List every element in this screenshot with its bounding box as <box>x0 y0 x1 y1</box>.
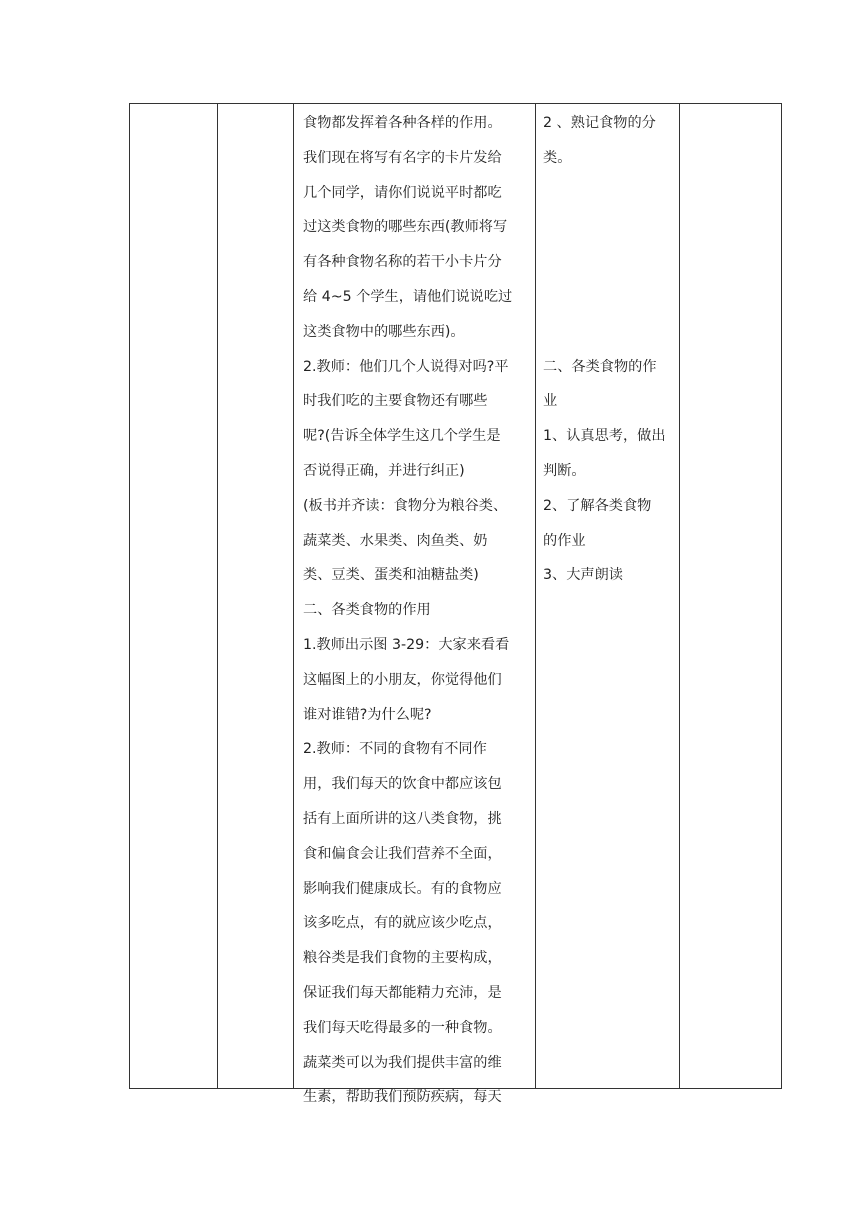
text-line: 类。 <box>543 149 572 166</box>
text-line: 食物都发挥着各种各样的作用。 <box>303 115 502 131</box>
text-line: 影响我们健康成长。有的食物应 <box>303 880 502 897</box>
text-line: 这类食物中的哪些东西)。 <box>303 323 465 340</box>
text-line: 2、了解各类食物 <box>543 497 652 514</box>
text-line: 保证我们每天都能精力充沛，是 <box>303 984 502 1001</box>
text-line: 二、各类食物的作用 <box>303 602 431 619</box>
text-line: 1、认真思考，做出 <box>543 428 666 445</box>
column-divider <box>217 104 218 1088</box>
text-line: 1.教师出示图 3-29：大家来看看 <box>303 636 510 653</box>
text-line: 这幅图上的小朋友，你觉得他们 <box>303 671 502 688</box>
text-line: 时我们吃的主要食物还有哪些 <box>303 393 488 410</box>
text-line: 用，我们每天的饮食中都应该包 <box>303 776 502 793</box>
text-line: 食和偏食会让我们营养不全面， <box>303 845 502 862</box>
text-line: 蔬菜类可以为我们提供丰富的维 <box>303 1054 502 1071</box>
text-line: 否说得正确，并进行纠正) <box>303 462 465 479</box>
lesson-plan-table <box>129 103 782 1106</box>
text-line: 2.教师：不同的食物有不同作 <box>303 741 487 758</box>
text-line: 生素，帮助我们预防疾病，每天 <box>303 1089 502 1106</box>
text-line: 类、豆类、蛋类和油糖盐类) <box>303 567 479 584</box>
text-line: 2.教师：他们几个人说得对吗?平 <box>303 358 509 375</box>
text-line: 该多吃点，有的就应该少吃点， <box>303 915 502 932</box>
text-line: 判断。 <box>543 462 586 479</box>
text-line: 括有上面所讲的这八类食物，挑 <box>303 810 502 827</box>
text-line: 过这类食物的哪些东西(教师将写 <box>303 219 508 236</box>
text-line: 我们现在将写有名字的卡片发给 <box>303 149 502 166</box>
text-line: 呢?(告诉全体学生这几个学生是 <box>303 428 501 445</box>
text-line: 业 <box>543 393 558 410</box>
text-line: 3、大声朗读 <box>543 567 623 584</box>
teacher-activity-cell <box>303 104 533 1115</box>
student-activity-cell <box>543 104 681 593</box>
text-line: 几个同学，请你们说说平时都吃 <box>303 184 502 201</box>
text-line: 蔬菜类、水果类、肉鱼类、奶 <box>303 532 488 549</box>
column-divider <box>293 104 294 1088</box>
text-line: 的作业 <box>543 532 586 549</box>
text-line: 给 4~5 个学生，请他们说说吃过 <box>303 288 513 305</box>
text-line: 粮谷类是我们食物的主要构成， <box>303 950 502 967</box>
text-line: (板书并齐读：食物分为粮谷类、 <box>303 497 508 514</box>
text-line: 我们每天吃得最多的一种食物。 <box>303 1019 502 1036</box>
text-line: 有各种食物名称的若干小卡片分 <box>303 254 502 271</box>
text-line: 谁对谁错?为什么呢? <box>303 706 432 723</box>
column-divider <box>535 104 536 1088</box>
text-line: 2 、熟记食物的分 <box>543 115 656 131</box>
text-line: 二、各类食物的作 <box>543 358 657 375</box>
